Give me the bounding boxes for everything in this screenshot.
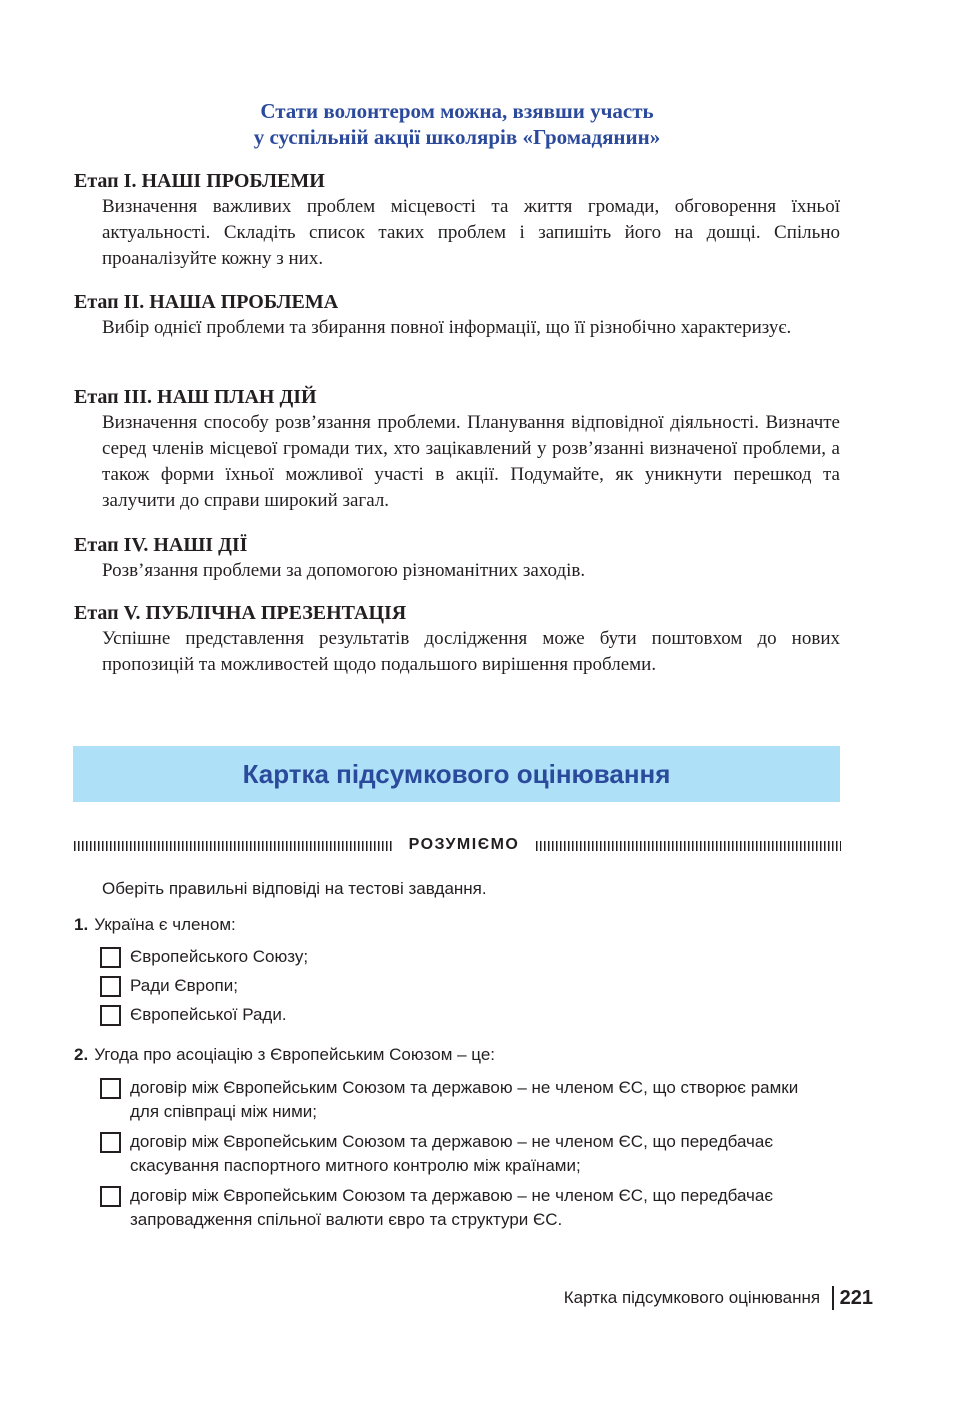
stage-1 bbox=[74, 168, 840, 272]
answer-option bbox=[74, 974, 840, 998]
question-heading bbox=[74, 1043, 840, 1067]
question-number: 1. bbox=[74, 915, 89, 934]
stage-text: Визначення способу розв’язання проблеми. Планування відповідної діяльності. Визначте серед членів місцевої громади тих, хто зацікавлений у розв’язанні визначеної проблеми, а також форми їхньої можливої участі в акції. Подумайте, як уникнути перешкод та залучити до справи широкий загал. bbox=[102, 412, 840, 511]
question-number: 2. bbox=[74, 1045, 89, 1064]
intro-title-line-2: у суспільній акції школярів «Громадянин» bbox=[253, 125, 661, 149]
answer-label: Ради Європи; bbox=[130, 976, 238, 995]
divider-label: РОЗУМІЄМО bbox=[408, 836, 520, 853]
divider-hatch-right bbox=[536, 841, 841, 851]
answer-checkbox[interactable] bbox=[100, 976, 121, 997]
answer-label: договір між Європейським Союзом та державою – не членом ЄС, що передбачає запровадження спільної валюти євро та структури ЄС. bbox=[130, 1186, 774, 1229]
question-2 bbox=[74, 1043, 840, 1232]
stage-text: Визначення важливих проблем місцевості та життя громади, обговорення їхньої актуальності. Складіть список таких проблем і запишіть його на дошці. Спільно проаналізуйте кожну з них. bbox=[102, 196, 840, 269]
intro-title bbox=[74, 98, 840, 150]
answer-label: договір між Європейським Союзом та державою – не членом ЄС, що створює рамки для співпраці між ними; bbox=[130, 1078, 799, 1121]
stage-2 bbox=[74, 289, 840, 341]
answer-label: Європейської Ради. bbox=[130, 1005, 287, 1024]
stage-4 bbox=[74, 532, 840, 584]
stage-heading: Етап IV. НАШІ ДІЇ bbox=[74, 534, 248, 556]
footer-title: Картка підсумкового оцінювання bbox=[563, 1288, 821, 1307]
divider-hatch-left bbox=[74, 841, 392, 851]
assessment-banner bbox=[73, 746, 840, 802]
answer-label: Європейського Союзу; bbox=[130, 947, 309, 966]
answer-checkbox[interactable] bbox=[100, 947, 121, 968]
answer-option bbox=[74, 1130, 830, 1178]
question-text: Угода про асоціацію з Європейським Союзом – це: bbox=[94, 1045, 496, 1064]
stage-text: Успішне представлення результатів дослідження може бути поштовхом до нових пропозицій та можливостей щодо подальшого вирішення проблеми. bbox=[102, 628, 840, 675]
question-text: Україна є членом: bbox=[94, 915, 236, 934]
question-heading bbox=[74, 913, 840, 937]
page-number: 221 bbox=[839, 1286, 873, 1309]
answer-option bbox=[74, 1003, 840, 1027]
footer-separator bbox=[832, 1286, 834, 1310]
instructions: Оберіть правильні відповіді на тестові завдання. bbox=[102, 879, 487, 898]
stage-text: Вибір однієї проблеми та збирання повної інформації, що її різнобічно характеризує. bbox=[102, 317, 792, 338]
stage-text: Розв’язання проблеми за допомогою різноманітних заходів. bbox=[102, 560, 586, 581]
answer-option bbox=[74, 1184, 830, 1232]
answer-checkbox[interactable] bbox=[100, 1132, 121, 1153]
page-footer bbox=[564, 1285, 873, 1311]
answer-checkbox[interactable] bbox=[100, 1005, 121, 1026]
answer-option bbox=[74, 945, 840, 969]
answer-option bbox=[74, 1076, 830, 1124]
stage-heading: Етап І. НАШІ ПРОБЛЕМИ bbox=[74, 170, 325, 192]
answer-checkbox[interactable] bbox=[100, 1078, 121, 1099]
banner-title: Картка підсумкового оцінювання bbox=[242, 759, 671, 789]
stage-3 bbox=[74, 384, 840, 514]
stage-5 bbox=[74, 600, 840, 678]
stage-heading: Етап V. ПУБЛІЧНА ПРЕЗЕНТАЦІЯ bbox=[74, 602, 407, 624]
section-divider bbox=[74, 833, 841, 857]
stage-heading: Етап ІІ. НАША ПРОБЛЕМА bbox=[74, 291, 339, 313]
answer-checkbox[interactable] bbox=[100, 1186, 121, 1207]
answer-label: договір між Європейським Союзом та державою – не членом ЄС, що передбачає скасування паспортного митного контролю між країнами; bbox=[130, 1132, 774, 1175]
question-1 bbox=[74, 913, 840, 1027]
intro-title-line-1: Стати волонтером можна, взявши участь bbox=[260, 99, 654, 123]
stage-heading: Етап ІІІ. НАШ ПЛАН ДІЙ bbox=[74, 386, 317, 408]
